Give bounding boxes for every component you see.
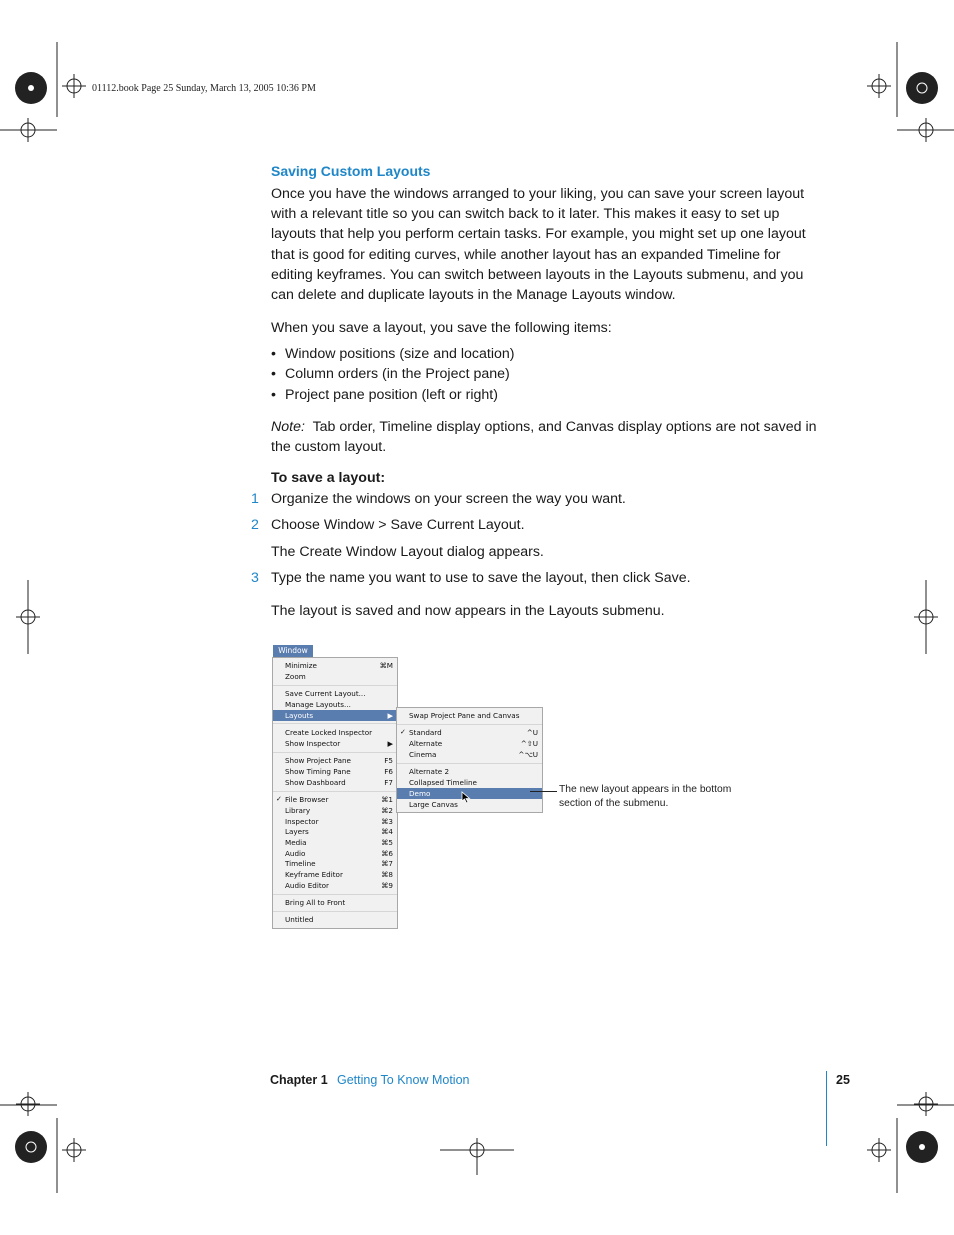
menu-item-untitled[interactable]: Untitled [285,915,314,924]
menu-separator [273,911,397,912]
submenu-item-standard[interactable]: ✓ Standard ^U [400,728,538,737]
mouse-pointer-icon [461,791,471,804]
menu-item-inspector[interactable]: Inspector ⌘3 [285,817,393,826]
submenu-item-alternate[interactable]: Alternate ^⇧U [409,739,538,748]
menu-item-media[interactable]: Media ⌘5 [285,838,393,847]
window-menu [272,657,398,929]
menu-item-audio[interactable]: Audio ⌘6 [285,849,393,858]
menu-separator [273,723,397,724]
menu-separator [273,894,397,895]
bullet-item: • Window positions (size and location) [271,346,515,362]
menu-item-library[interactable]: Library ⌘2 [285,806,393,815]
menu-separator [273,752,397,753]
submenu-arrow-icon: ▶ [387,711,393,720]
items-intro: When you save a layout, you save the following items: [271,320,612,336]
menu-item-timeline[interactable]: Timeline ⌘7 [285,859,393,868]
book-slug: 01112.book Page 25 Sunday, March 13, 2005 10:36 PM [92,83,316,94]
bullet-item: • Project pane position (left or right) [271,387,498,403]
menu-item-show-timing-pane[interactable]: Show Timing Pane F6 [285,767,393,776]
step-text: Type the name you want to use to save the layout, then click Save. [271,570,691,586]
callout-line [530,791,557,792]
menu-item-layers[interactable]: Layers ⌘4 [285,827,393,836]
submenu-item-demo[interactable]: Demo [397,788,542,799]
menu-item-show-inspector[interactable]: Show Inspector ▶ [285,739,393,748]
note-paragraph [271,417,821,457]
menu-separator [273,685,397,686]
submenu-arrow-icon: ▶ [387,739,393,748]
window-menu-title[interactable]: Window [273,645,313,657]
menu-item-file-browser[interactable]: ✓ File Browser ⌘1 [276,795,393,804]
step-number: 1 [251,491,259,507]
menu-item-show-project-pane[interactable]: Show Project Pane F5 [285,756,393,765]
menu-item-zoom[interactable]: Zoom [285,672,306,681]
bullet-item: • Column orders (in the Project pane) [271,366,510,382]
submenu-item-swap-project-pane[interactable]: Swap Project Pane and Canvas [409,711,520,720]
step-result: The Create Window Layout dialog appears. [271,544,544,560]
steps-heading: To save a layout: [271,470,386,486]
step-result: The layout is saved and now appears in the Layouts submenu. [271,603,665,619]
footer-chapter-title: Getting To Know Motion [337,1073,470,1087]
step-number: 2 [251,517,259,533]
callout-text: The new layout appears in the bottom section of the submenu. [559,784,732,809]
intro-paragraph: Once you have the windows arranged to your liking, you can save your screen layout with a relevant title so you can switch back to it later. This makes it easy to set up layouts that help you perform certain tasks. For example, you might set up one layout that is good for editing curves, while another layout has an expanded Timeline for editing keyframes. You can switch between layouts in the Layouts submenu, and you can delete and duplicate layouts in the Manage Layouts window. [271,186,806,304]
checkmark-icon: ✓ [400,728,406,736]
footer-divider [826,1071,827,1146]
step-number: 3 [251,570,259,586]
submenu-item-cinema[interactable]: Cinema ^⌥U [409,750,538,759]
menu-item-save-current-layout[interactable]: Save Current Layout... [285,689,366,698]
menu-item-manage-layouts[interactable]: Manage Layouts... [285,700,351,709]
note-label: Note: [271,419,305,435]
menu-item-show-dashboard[interactable]: Show Dashboard F7 [285,778,393,787]
menu-separator [273,791,397,792]
submenu-item-alternate-2[interactable]: Alternate 2 [409,767,450,776]
menu-item-layouts[interactable]: Layouts ▶ [273,710,397,721]
checkmark-icon: ✓ [276,795,282,803]
menu-separator [397,724,542,725]
note-text: Tab order, Timeline display options, and Canvas display options are not saved in the custom layout. [271,419,817,456]
section-heading: Saving Custom Layouts [271,163,431,179]
page-number: 25 [836,1073,850,1087]
footer-chapter: Chapter 1 [270,1073,328,1087]
menu-separator [397,763,542,764]
submenu-item-large-canvas[interactable]: Large Canvas [409,800,458,809]
menu-item-bring-all-to-front[interactable]: Bring All to Front [285,898,346,907]
menu-item-keyframe-editor[interactable]: Keyframe Editor ⌘8 [285,870,393,879]
submenu-item-collapsed-timeline[interactable]: Collapsed Timeline [409,778,477,787]
step-text: Organize the windows on your screen the way you want. [271,491,626,507]
step-text: Choose Window > Save Current Layout. [271,517,525,533]
menu-item-audio-editor[interactable]: Audio Editor ⌘9 [285,881,393,890]
menu-item-create-locked-inspector[interactable]: Create Locked Inspector [285,728,373,737]
menu-item-minimize[interactable]: Minimize ⌘M [285,661,393,670]
